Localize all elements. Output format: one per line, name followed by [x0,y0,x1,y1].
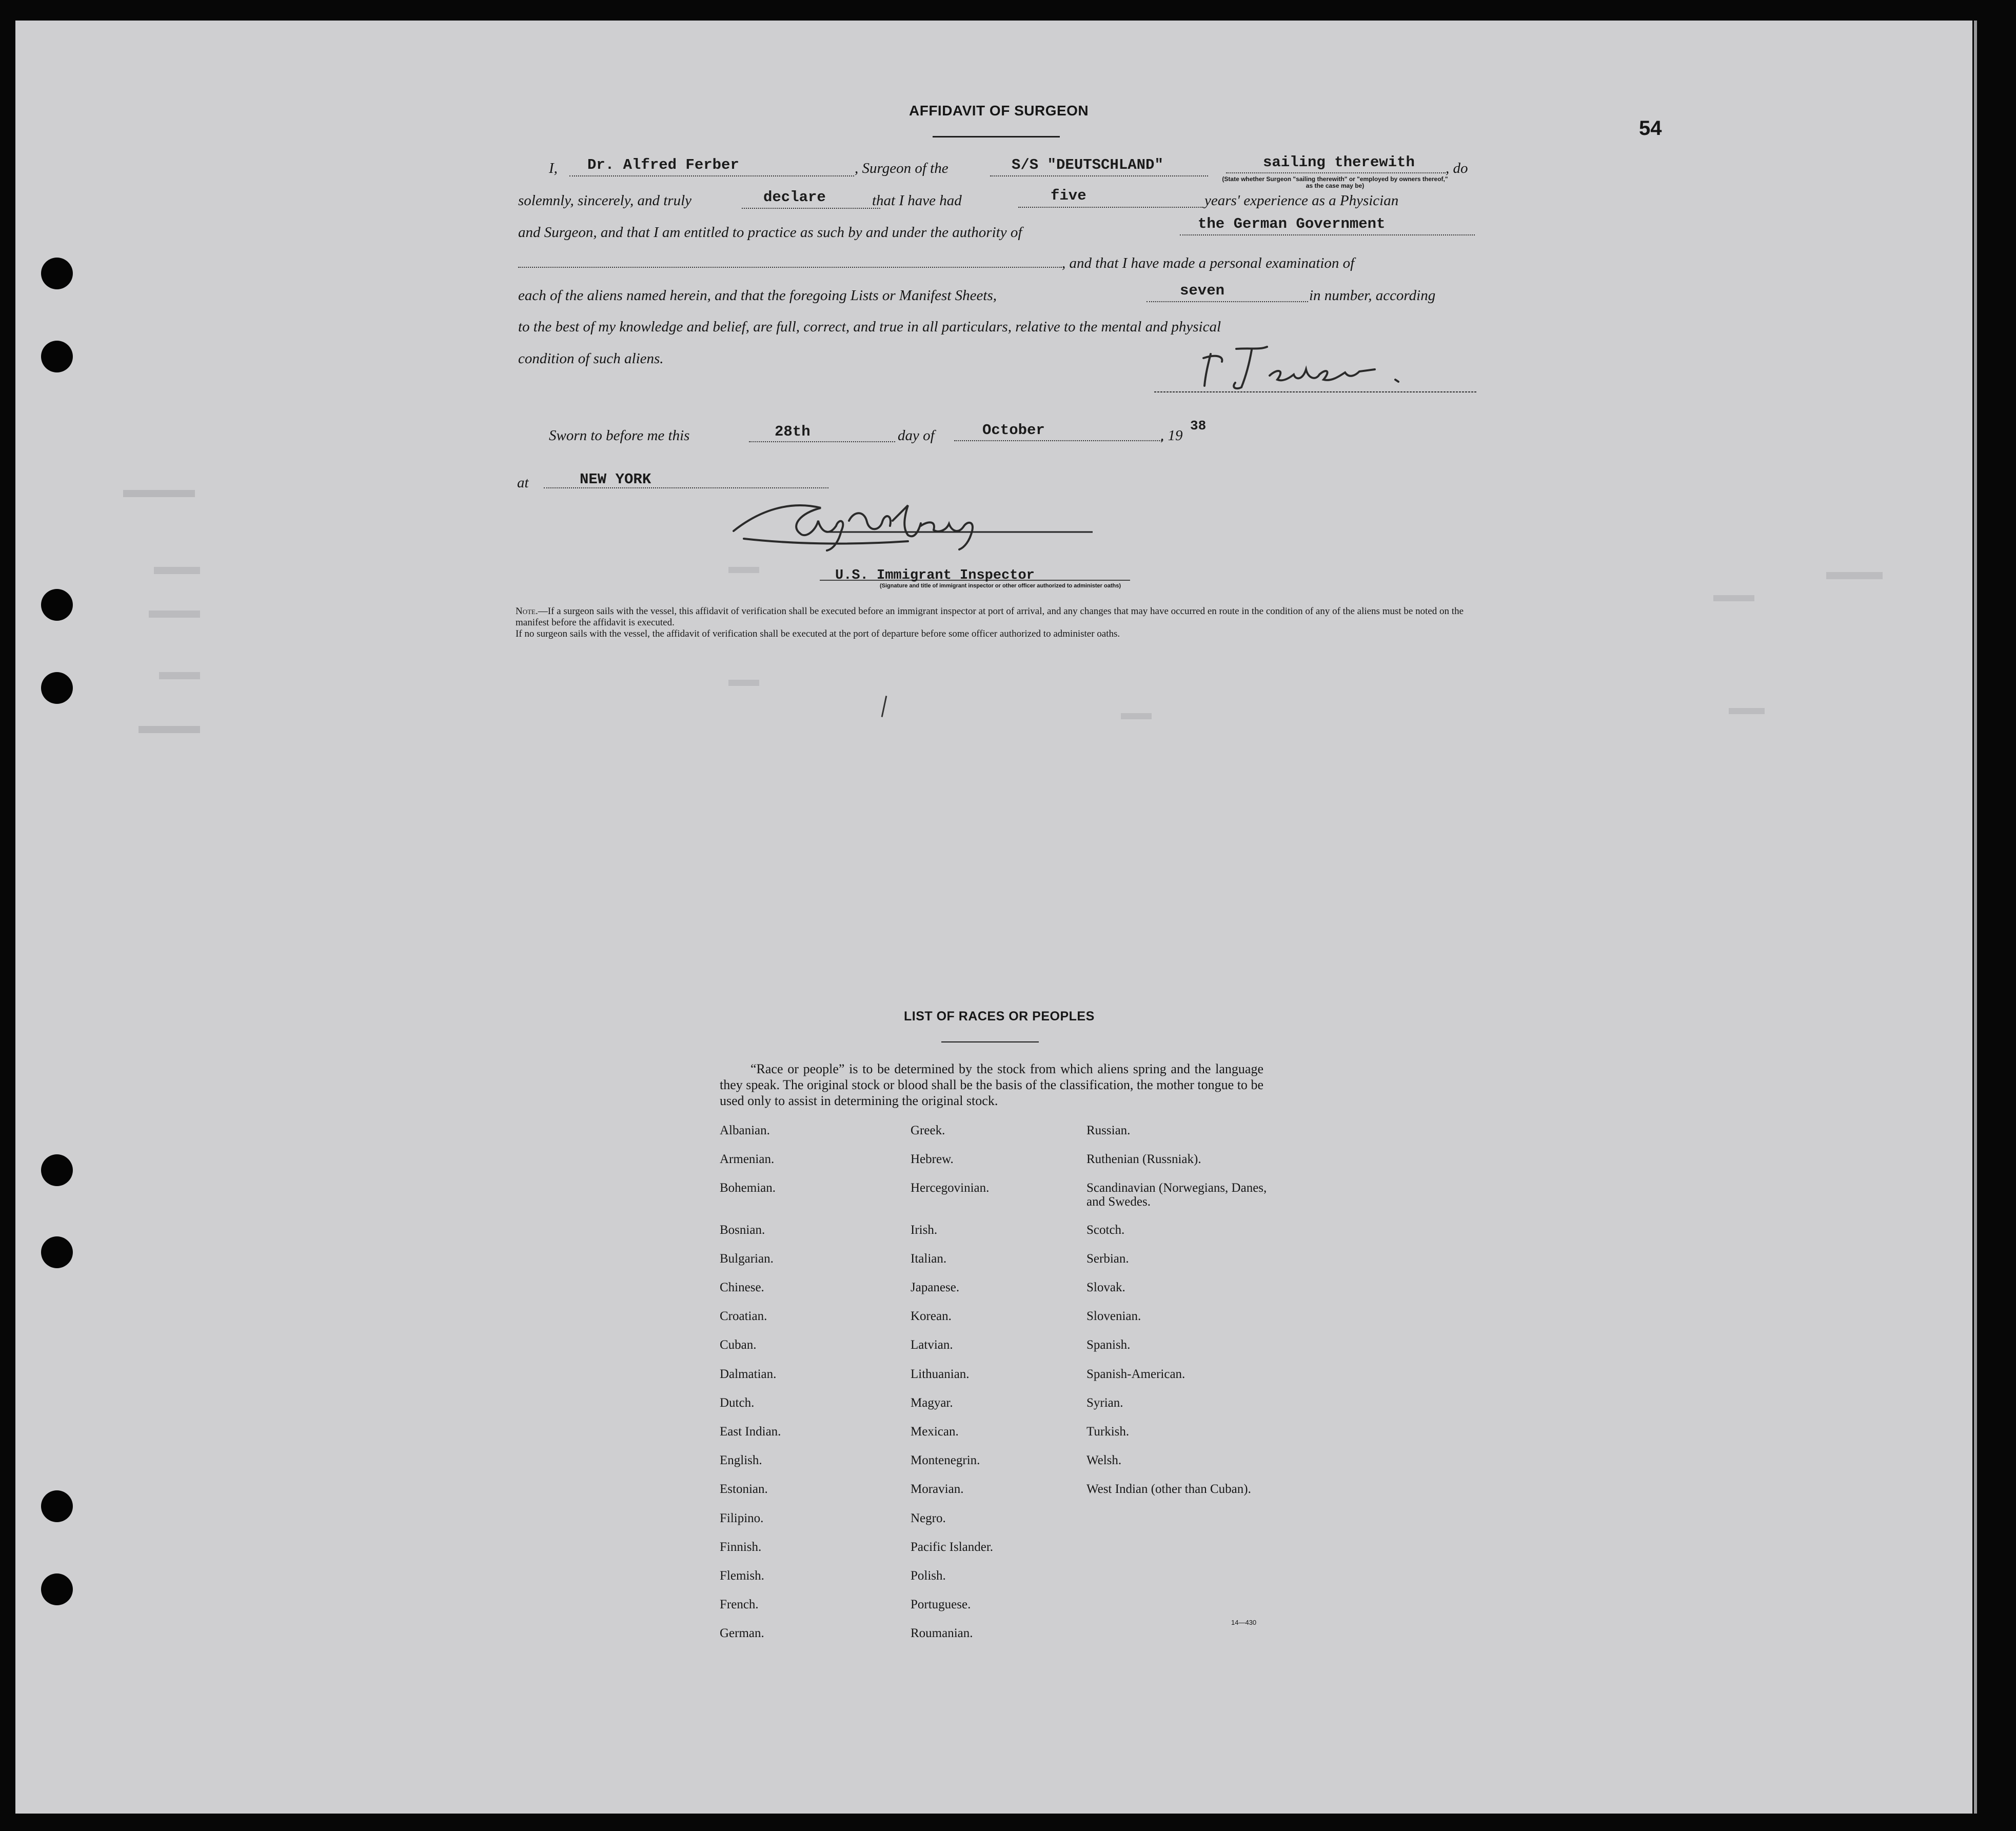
underline [1147,301,1308,302]
inspector-signature [713,490,1098,557]
race-item: Flemish. [720,1569,764,1583]
note-text-2: If no surgeon sails with the vessel, the affidavit of verification shall be executed at the port of departure before some officer authorized to administer oaths. [516,628,1120,639]
race-item: Slovak. [1086,1281,1125,1294]
race-item: Magyar. [911,1395,953,1410]
surgeon-signature [1154,339,1477,395]
race-item: Spanish. [1086,1338,1131,1352]
race-item: Chinese. [720,1281,764,1294]
races-intro: “Race or people” is to be determined by the stock from which aliens spring and the language they speak. The original stock or blood shall be the basis of the classification, the mother tongue to be used only to assist in determining the original stock. [720,1061,1263,1108]
race-item: Spanish-American. [1086,1367,1185,1381]
race-item: English. [720,1453,762,1468]
race-item: German. [720,1626,764,1641]
text-that-i-have-had: that I have had [872,192,962,209]
sailing-status: sailing therewith [1263,154,1415,171]
races-title-rule [941,1041,1039,1042]
race-item: Polish. [911,1569,946,1583]
punch-hole [41,589,73,621]
title-rule [933,136,1060,137]
race-item: Cuban. [720,1338,757,1352]
races-title: LIST OF RACES OR PEOPLES [904,1009,1095,1023]
sworn-year: 38 [1190,418,1207,434]
race-item: Syrian. [1086,1395,1123,1410]
punch-hole [41,258,73,289]
race-item: Moravian. [911,1482,964,1497]
underline [990,175,1208,176]
race-item: Negro. [911,1511,946,1525]
race-item: Bohemian. [720,1181,776,1195]
text-condition: condition of such aliens. [518,350,664,367]
race-item: Ruthenian (Russniak). [1086,1152,1201,1167]
race-item: Serbian. [1086,1251,1129,1266]
text-surgeon-of: , Surgeon of the [855,160,948,176]
race-item: Irish. [911,1223,938,1237]
text-i: I, [549,160,558,176]
race-item: Slovenian. [1086,1309,1141,1324]
authority-value: the German Government [1198,215,1386,232]
years-value: five [1051,187,1086,204]
sworn-month: October [982,422,1045,439]
affidavit-note [516,606,1475,628]
text-at: at [517,475,529,491]
race-item: French. [720,1598,759,1612]
underline [1018,207,1203,208]
race-item: Scandinavian (Norwegians, Danes, and Swedes. [1086,1181,1267,1209]
underline [544,487,828,488]
race-item: Filipino. [720,1511,764,1525]
underline [1226,172,1446,173]
underline [569,175,854,176]
race-item: Hercegovinian. [911,1181,990,1195]
race-item: Korean. [911,1309,952,1324]
text-examination: , and that I have made a personal examination of [1062,255,1355,271]
text-do: , do [1446,160,1468,176]
text-day-of: day of [898,427,935,444]
inspector-title: U.S. Immigrant Inspector [835,568,1035,583]
note-text-1: —If a surgeon sails with the vessel, this affidavit of verification shall be executed before an immigrant inspector at port of arrival, and any changes that may have occurred en route in the condition of any of the aliens must be noted on the manifest before the affidavit is executed. [516,606,1464,628]
text-years-experience: years' experience as a Physician [1204,192,1399,209]
race-item: Turkish. [1086,1425,1130,1439]
sworn-day: 28th [775,423,811,440]
race-item: Albanian. [720,1124,770,1137]
page-number: 54 [1639,117,1662,140]
punch-hole [41,1236,73,1268]
text-sworn: Sworn to before me this [549,427,690,444]
race-item: Italian. [911,1251,947,1266]
sheets-value: seven [1180,282,1225,299]
underline [954,440,1162,441]
punch-hole [41,672,73,704]
form-number: 14—430 [1231,1619,1257,1626]
text-solemnly: solemnly, sincerely, and truly [518,192,692,209]
surgeon-name: Dr. Alfred Ferber [587,156,739,173]
race-item: Scotch. [1086,1223,1125,1237]
race-item: Greek. [911,1124,945,1137]
race-item: Bosnian. [720,1223,765,1237]
race-item: Estonian. [720,1482,768,1497]
declare-value: declare [763,189,826,206]
race-item: East Indian. [720,1425,781,1439]
race-item: Russian. [1086,1124,1131,1137]
ship-name: S/S "DEUTSCHLAND" [1012,156,1163,173]
race-item: Dalmatian. [720,1367,777,1381]
race-item: Pacific Islander. [911,1540,994,1554]
race-item: Lithuanian. [911,1367,970,1381]
race-item: Japanese. [911,1281,960,1294]
race-item: Latvian. [911,1338,953,1352]
affidavit-title: AFFIDAVIT OF SURGEON [909,103,1089,119]
race-item: Portuguese. [911,1598,971,1612]
underline [749,441,895,442]
underline [518,267,1062,268]
text-year-prefix: , 19 [1160,427,1183,444]
race-item: Finnish. [720,1540,762,1554]
race-item: Croatian. [720,1309,767,1324]
note-label: Note. [516,606,538,617]
race-item: Hebrew. [911,1152,954,1167]
race-item: Armenian. [720,1152,775,1167]
race-item: West Indian (other than Cuban). [1086,1482,1251,1497]
inspector-instruction: (Signature and title of immigrant inspector or other officer authorized to administer oaths) [880,583,1121,589]
race-item: Bulgarian. [720,1251,774,1266]
punch-hole [41,1573,73,1605]
punch-hole [41,341,73,372]
text-authority: and Surgeon, and that I am entitled to practice as such by and under the authority of [518,224,1022,241]
underline [742,208,880,209]
race-item: Mexican. [911,1425,959,1439]
race-item: Welsh. [1086,1453,1122,1468]
text-best-knowledge: to the best of my knowledge and belief, are full, correct, and true in all particulars, relative to the mental and physical [518,319,1221,335]
race-item: Roumanian. [911,1626,973,1641]
sworn-place: NEW YORK [580,471,651,488]
sheet-edge [1974,21,1977,1814]
punch-hole [41,1154,73,1186]
text-in-number: in number, according [1309,287,1436,304]
punch-hole [41,1490,73,1522]
sailing-instruction: (State whether Surgeon "sailing therewith" or "employed by owners thereof," as the case may be) [1222,175,1448,189]
race-item: Montenegrin. [911,1453,980,1468]
text-each-alien: each of the aliens named herein, and that the foregoing Lists or Manifest Sheets, [518,287,997,304]
race-item: Dutch. [720,1395,755,1410]
underline [1180,234,1475,235]
